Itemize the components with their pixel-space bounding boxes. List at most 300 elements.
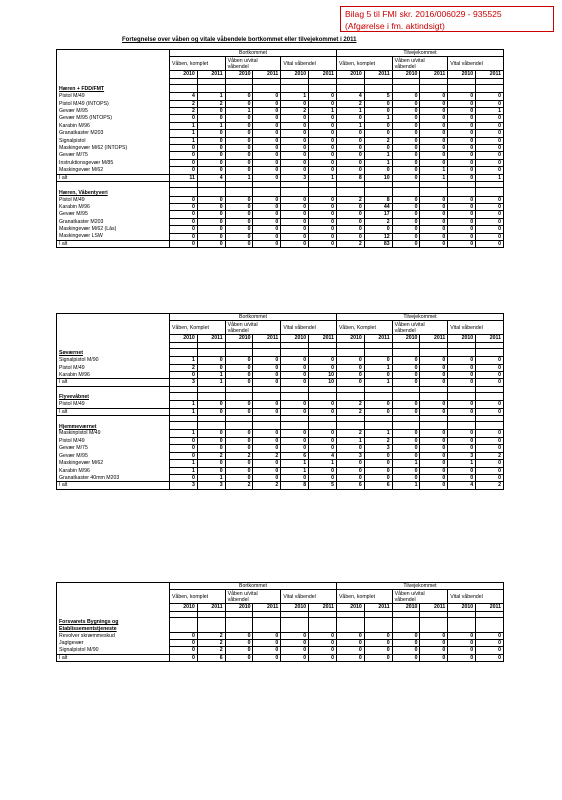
count-cell: 0 [448, 474, 476, 481]
count-cell: 0 [309, 632, 337, 639]
header-blank [57, 57, 170, 71]
count-cell: 0 [225, 474, 253, 481]
count-cell: 0 [448, 233, 476, 240]
header-weapon-complete: Våben, komplet [170, 57, 226, 71]
count-cell: 0 [253, 145, 281, 152]
table-row [57, 145, 504, 152]
count-cell: 0 [281, 167, 309, 174]
count-cell: 0 [281, 203, 309, 210]
count-cell: 0 [448, 130, 476, 137]
weapon-name: Maskingevær M/62 (INTOPS) [57, 145, 170, 152]
count-cell: 0 [336, 372, 364, 379]
count-cell: 0 [364, 357, 392, 364]
count-cell: 0 [364, 372, 392, 379]
total-cell: 0 [420, 482, 448, 489]
year-2010: 2010 [448, 604, 476, 611]
header-vital-part: Vital våbendel [448, 321, 504, 335]
aktindsigt-stamp [340, 6, 554, 32]
count-cell: 1 [225, 108, 253, 115]
total-cell: 0 [420, 379, 448, 386]
count-cell: 2 [170, 108, 198, 115]
count-cell: 0 [197, 226, 225, 233]
total-row [57, 379, 504, 386]
count-cell: 0 [476, 100, 504, 107]
section-empty-cell [392, 392, 420, 400]
count-cell: 0 [476, 211, 504, 218]
count-cell: 0 [392, 401, 420, 408]
total-cell: 11 [170, 174, 198, 181]
table-row [57, 115, 504, 122]
header-weapon-without-vital: Våben u/vital våbendel [392, 57, 448, 71]
total-cell: 0 [170, 654, 198, 661]
count-cell: 0 [476, 130, 504, 137]
year-2010: 2010 [392, 335, 420, 342]
table-row [57, 640, 504, 647]
total-cell: 3 [281, 174, 309, 181]
count-cell: 0 [253, 159, 281, 166]
count-cell: 0 [476, 647, 504, 654]
count-cell: 0 [448, 226, 476, 233]
total-cell: 2 [476, 482, 504, 489]
count-cell: 0 [476, 640, 504, 647]
year-2010: 2010 [225, 71, 253, 78]
count-cell: 0 [336, 647, 364, 654]
count-cell: 0 [309, 233, 337, 240]
header-blank [57, 583, 170, 590]
table-row [57, 93, 504, 100]
section-empty-cell [281, 348, 309, 356]
count-cell: 0 [197, 145, 225, 152]
count-cell: 0 [420, 108, 448, 115]
year-2010: 2010 [336, 335, 364, 342]
count-cell: 0 [420, 203, 448, 210]
count-cell: 0 [392, 445, 420, 452]
count-cell: 0 [170, 167, 198, 174]
count-cell: 0 [336, 159, 364, 166]
count-cell: 0 [225, 167, 253, 174]
count-cell: 0 [170, 445, 198, 452]
count-cell: 0 [225, 640, 253, 647]
total-cell: 0 [253, 379, 281, 386]
total-cell: 1 [225, 174, 253, 181]
section-title: Flyvevåbnet [57, 392, 170, 400]
count-cell: 0 [392, 211, 420, 218]
weapon-name: Granatkaster M203 [57, 218, 170, 225]
count-cell: 0 [448, 122, 476, 129]
header-weapon-without-vital: Våben u/vital våbendel [225, 57, 281, 71]
header-blank [57, 321, 170, 335]
count-cell: 0 [392, 100, 420, 107]
total-cell: 2 [225, 482, 253, 489]
count-cell: 0 [281, 196, 309, 203]
year-2011: 2011 [476, 335, 504, 342]
year-2011: 2011 [420, 604, 448, 611]
stamp-line-1: Bilag 5 til FMI skr. 2016/006029 - 935525 [345, 9, 502, 19]
section-empty-cell [281, 84, 309, 92]
count-cell: 0 [253, 100, 281, 107]
count-cell: 0 [170, 474, 198, 481]
count-cell: 3 [448, 452, 476, 459]
count-cell: 0 [309, 357, 337, 364]
count-cell: 0 [448, 364, 476, 371]
weapon-name: Granatkaster 40mm M203 [57, 474, 170, 481]
count-cell: 0 [364, 460, 392, 467]
total-cell: 0 [476, 379, 504, 386]
count-cell: 0 [309, 401, 337, 408]
count-cell: 0 [309, 364, 337, 371]
count-cell: 0 [197, 445, 225, 452]
table-row [57, 122, 504, 129]
count-cell: 0 [253, 233, 281, 240]
total-cell: 0 [448, 654, 476, 661]
total-cell: 0 [170, 240, 198, 247]
count-cell: 0 [336, 632, 364, 639]
weapon-name: Signalpistol [57, 137, 170, 144]
section-header [57, 84, 504, 92]
count-cell: 0 [336, 167, 364, 174]
total-cell: 3 [170, 379, 198, 386]
section-empty-cell [309, 392, 337, 400]
count-cell: 1 [476, 108, 504, 115]
count-cell: 0 [281, 211, 309, 218]
count-cell: 0 [476, 203, 504, 210]
total-cell: 0 [225, 379, 253, 386]
count-cell: 0 [281, 640, 309, 647]
section-empty-cell [392, 348, 420, 356]
total-row [57, 408, 504, 415]
total-cell: 83 [364, 240, 392, 247]
count-cell: 0 [420, 647, 448, 654]
year-2011: 2011 [476, 71, 504, 78]
count-cell: 2 [197, 100, 225, 107]
count-cell: 0 [336, 445, 364, 452]
table-row [57, 233, 504, 240]
count-cell: 0 [253, 445, 281, 452]
total-cell: 0 [281, 654, 309, 661]
total-cell: 0 [253, 174, 281, 181]
table-row [57, 430, 504, 437]
count-cell: 44 [364, 203, 392, 210]
table-row [57, 167, 504, 174]
table-row [57, 445, 504, 452]
header-vital-part: Vital våbendel [448, 590, 504, 604]
year-2010: 2010 [281, 71, 309, 78]
weapon-name: Instruktionsgevær M/85 [57, 159, 170, 166]
count-cell: 0 [364, 647, 392, 654]
count-cell: 1 [170, 122, 198, 129]
header-bortkommet: Bortkommet [170, 583, 337, 590]
count-cell: 0 [420, 145, 448, 152]
total-label: I alt [57, 482, 170, 489]
count-cell: 0 [170, 159, 198, 166]
count-cell: 0 [392, 640, 420, 647]
count-cell: 0 [225, 130, 253, 137]
count-cell: 0 [392, 130, 420, 137]
count-cell: 0 [309, 159, 337, 166]
count-cell: 1 [420, 167, 448, 174]
count-cell: 0 [225, 430, 253, 437]
count-cell: 0 [281, 152, 309, 159]
header-weapon-complete: Våben, komplet [336, 590, 392, 604]
count-cell: 0 [309, 203, 337, 210]
section-empty-cell [253, 348, 281, 356]
count-cell: 0 [448, 137, 476, 144]
count-cell: 1 [364, 430, 392, 437]
weapon-name: Gevær M/95 [57, 452, 170, 459]
count-cell: 0 [392, 196, 420, 203]
count-cell: 0 [336, 640, 364, 647]
count-cell: 0 [476, 437, 504, 444]
count-cell: 0 [253, 647, 281, 654]
count-cell: 0 [197, 152, 225, 159]
count-cell: 0 [281, 401, 309, 408]
count-cell: 0 [364, 130, 392, 137]
count-cell: 1 [170, 460, 198, 467]
count-cell: 4 [170, 93, 198, 100]
total-cell: 0 [392, 174, 420, 181]
total-cell: 0 [476, 240, 504, 247]
section-empty-cell [253, 422, 281, 430]
total-label: I alt [57, 408, 170, 415]
year-2011: 2011 [309, 604, 337, 611]
section-empty-cell [476, 348, 504, 356]
count-cell: 0 [281, 632, 309, 639]
weapon-name: Karabin M/96 [57, 467, 170, 474]
header-year-row [57, 335, 504, 342]
count-cell: 0 [281, 364, 309, 371]
count-cell: 0 [170, 632, 198, 639]
weapon-name: Pistol M/49 [57, 196, 170, 203]
count-cell: 0 [392, 437, 420, 444]
count-cell: 0 [225, 357, 253, 364]
weapon-name: Signalpistol M/90 [57, 647, 170, 654]
total-cell: 0 [309, 654, 337, 661]
section-empty-cell [197, 422, 225, 430]
header-vital-part: Vital våbendel [281, 321, 337, 335]
count-cell: 0 [448, 108, 476, 115]
count-cell: 0 [336, 137, 364, 144]
count-cell: 0 [476, 445, 504, 452]
count-cell: 0 [197, 203, 225, 210]
section-empty-cell [253, 392, 281, 400]
count-cell: 0 [476, 226, 504, 233]
section-empty-cell [364, 617, 392, 632]
section-empty-cell [336, 84, 364, 92]
section-empty-cell [392, 84, 420, 92]
count-cell: 0 [420, 452, 448, 459]
count-cell: 1 [364, 364, 392, 371]
section-empty-cell [364, 84, 392, 92]
count-cell: 4 [309, 452, 337, 459]
section-empty-cell [420, 188, 448, 196]
total-cell: 8 [281, 482, 309, 489]
count-cell: 0 [170, 211, 198, 218]
count-cell: 0 [336, 460, 364, 467]
count-cell: 2 [336, 430, 364, 437]
count-cell: 0 [253, 93, 281, 100]
count-cell: 0 [336, 474, 364, 481]
section-empty-cell [170, 188, 198, 196]
year-2011: 2011 [253, 604, 281, 611]
count-cell: 2 [197, 640, 225, 647]
weapon-name: Maskingevær M/62 (Lås) [57, 226, 170, 233]
count-cell: 0 [170, 226, 198, 233]
count-cell: 0 [309, 137, 337, 144]
section-empty-cell [309, 422, 337, 430]
count-cell: 0 [225, 137, 253, 144]
count-cell: 1 [281, 460, 309, 467]
count-cell: 0 [225, 100, 253, 107]
count-cell: 5 [364, 93, 392, 100]
count-cell: 2 [253, 452, 281, 459]
table-row [57, 152, 504, 159]
year-2010: 2010 [392, 71, 420, 78]
count-cell: 2 [281, 108, 309, 115]
count-cell: 0 [225, 437, 253, 444]
section-empty-cell [281, 617, 309, 632]
count-cell: 0 [448, 115, 476, 122]
total-row [57, 174, 504, 181]
count-cell: 0 [392, 474, 420, 481]
count-cell: 0 [225, 115, 253, 122]
total-cell: 0 [476, 408, 504, 415]
count-cell: 0 [170, 233, 198, 240]
count-cell: 3 [336, 452, 364, 459]
year-2011: 2011 [197, 335, 225, 342]
count-cell: 0 [225, 211, 253, 218]
count-cell: 0 [476, 474, 504, 481]
weapon-name: Pistol M/49 [57, 401, 170, 408]
header-weapon-without-vital: Våben u/vital våbendel [225, 590, 281, 604]
count-cell: 0 [253, 437, 281, 444]
count-cell: 0 [281, 145, 309, 152]
count-cell: 0 [448, 640, 476, 647]
table-row [57, 130, 504, 137]
count-cell: 2 [336, 196, 364, 203]
table-row [57, 137, 504, 144]
total-cell: 0 [253, 654, 281, 661]
table-row [57, 632, 504, 639]
count-cell: 0 [476, 196, 504, 203]
weapon-name: Karabin M/96 [57, 122, 170, 129]
count-cell: 0 [309, 445, 337, 452]
section-empty-cell [336, 617, 364, 632]
total-cell: 0 [253, 240, 281, 247]
header-year-row [57, 71, 504, 78]
total-cell: 0 [448, 379, 476, 386]
count-cell: 0 [309, 647, 337, 654]
count-cell: 0 [225, 226, 253, 233]
count-cell: 0 [253, 364, 281, 371]
total-cell: 0 [336, 379, 364, 386]
section-empty-cell [225, 188, 253, 196]
count-cell: 0 [309, 430, 337, 437]
count-cell: 0 [476, 137, 504, 144]
section-empty-cell [336, 348, 364, 356]
section-empty-cell [420, 392, 448, 400]
count-cell: 0 [309, 100, 337, 107]
section-header [57, 422, 504, 430]
count-cell: 0 [476, 401, 504, 408]
count-cell: 1 [170, 130, 198, 137]
section-title: Forsvarets Bygnings og Etablissementstjeneste [57, 617, 170, 632]
header-bortkommet: Bortkommet [170, 314, 337, 321]
table-row [57, 203, 504, 210]
section-empty-cell [448, 617, 476, 632]
year-2011: 2011 [364, 71, 392, 78]
year-2010: 2010 [448, 335, 476, 342]
count-cell: 0 [448, 647, 476, 654]
total-label: I alt [57, 240, 170, 247]
count-cell: 0 [420, 364, 448, 371]
total-cell: 0 [420, 240, 448, 247]
count-cell: 1 [364, 152, 392, 159]
count-cell: 0 [476, 122, 504, 129]
section-empty-cell [170, 422, 198, 430]
count-cell: 0 [392, 218, 420, 225]
count-cell: 2 [170, 364, 198, 371]
count-cell: 0 [253, 122, 281, 129]
count-cell: 1 [336, 437, 364, 444]
section-header [57, 348, 504, 356]
section-empty-cell [309, 188, 337, 196]
stamp-line-2: (Afgørelse i fm. aktindsigt) [345, 21, 445, 31]
total-cell: 6 [197, 654, 225, 661]
count-cell: 0 [336, 226, 364, 233]
total-cell: 4 [448, 482, 476, 489]
section-title: Søværnet [57, 348, 170, 356]
section-empty-cell [225, 617, 253, 632]
table-row [57, 401, 504, 408]
count-cell: 8 [364, 196, 392, 203]
count-cell: 2 [225, 452, 253, 459]
section-header [57, 617, 504, 632]
count-cell: 1 [336, 108, 364, 115]
count-cell: 0 [392, 233, 420, 240]
count-cell: 0 [281, 372, 309, 379]
count-cell: 1 [170, 401, 198, 408]
count-cell: 0 [197, 196, 225, 203]
count-cell: 0 [420, 100, 448, 107]
count-cell: 0 [392, 122, 420, 129]
section-empty-cell [309, 84, 337, 92]
count-cell: 0 [309, 130, 337, 137]
count-cell: 0 [281, 445, 309, 452]
count-cell: 2 [364, 437, 392, 444]
count-cell: 0 [336, 203, 364, 210]
count-cell: 0 [309, 196, 337, 203]
count-cell: 1 [281, 467, 309, 474]
section-empty-cell [420, 617, 448, 632]
weapon-name: Gevær M/75 [57, 152, 170, 159]
count-cell: 0 [197, 108, 225, 115]
count-cell: 0 [336, 218, 364, 225]
table-row [57, 460, 504, 467]
year-2011: 2011 [420, 335, 448, 342]
count-cell: 0 [309, 93, 337, 100]
count-cell: 0 [197, 167, 225, 174]
year-2010: 2010 [281, 604, 309, 611]
total-cell: 0 [420, 654, 448, 661]
count-cell: 2 [336, 401, 364, 408]
count-cell: 0 [364, 226, 392, 233]
total-cell: 1 [476, 174, 504, 181]
count-cell: 0 [309, 467, 337, 474]
section-empty-cell [197, 617, 225, 632]
total-cell: 10 [309, 379, 337, 386]
count-cell: 1 [309, 460, 337, 467]
count-cell: 1 [281, 93, 309, 100]
